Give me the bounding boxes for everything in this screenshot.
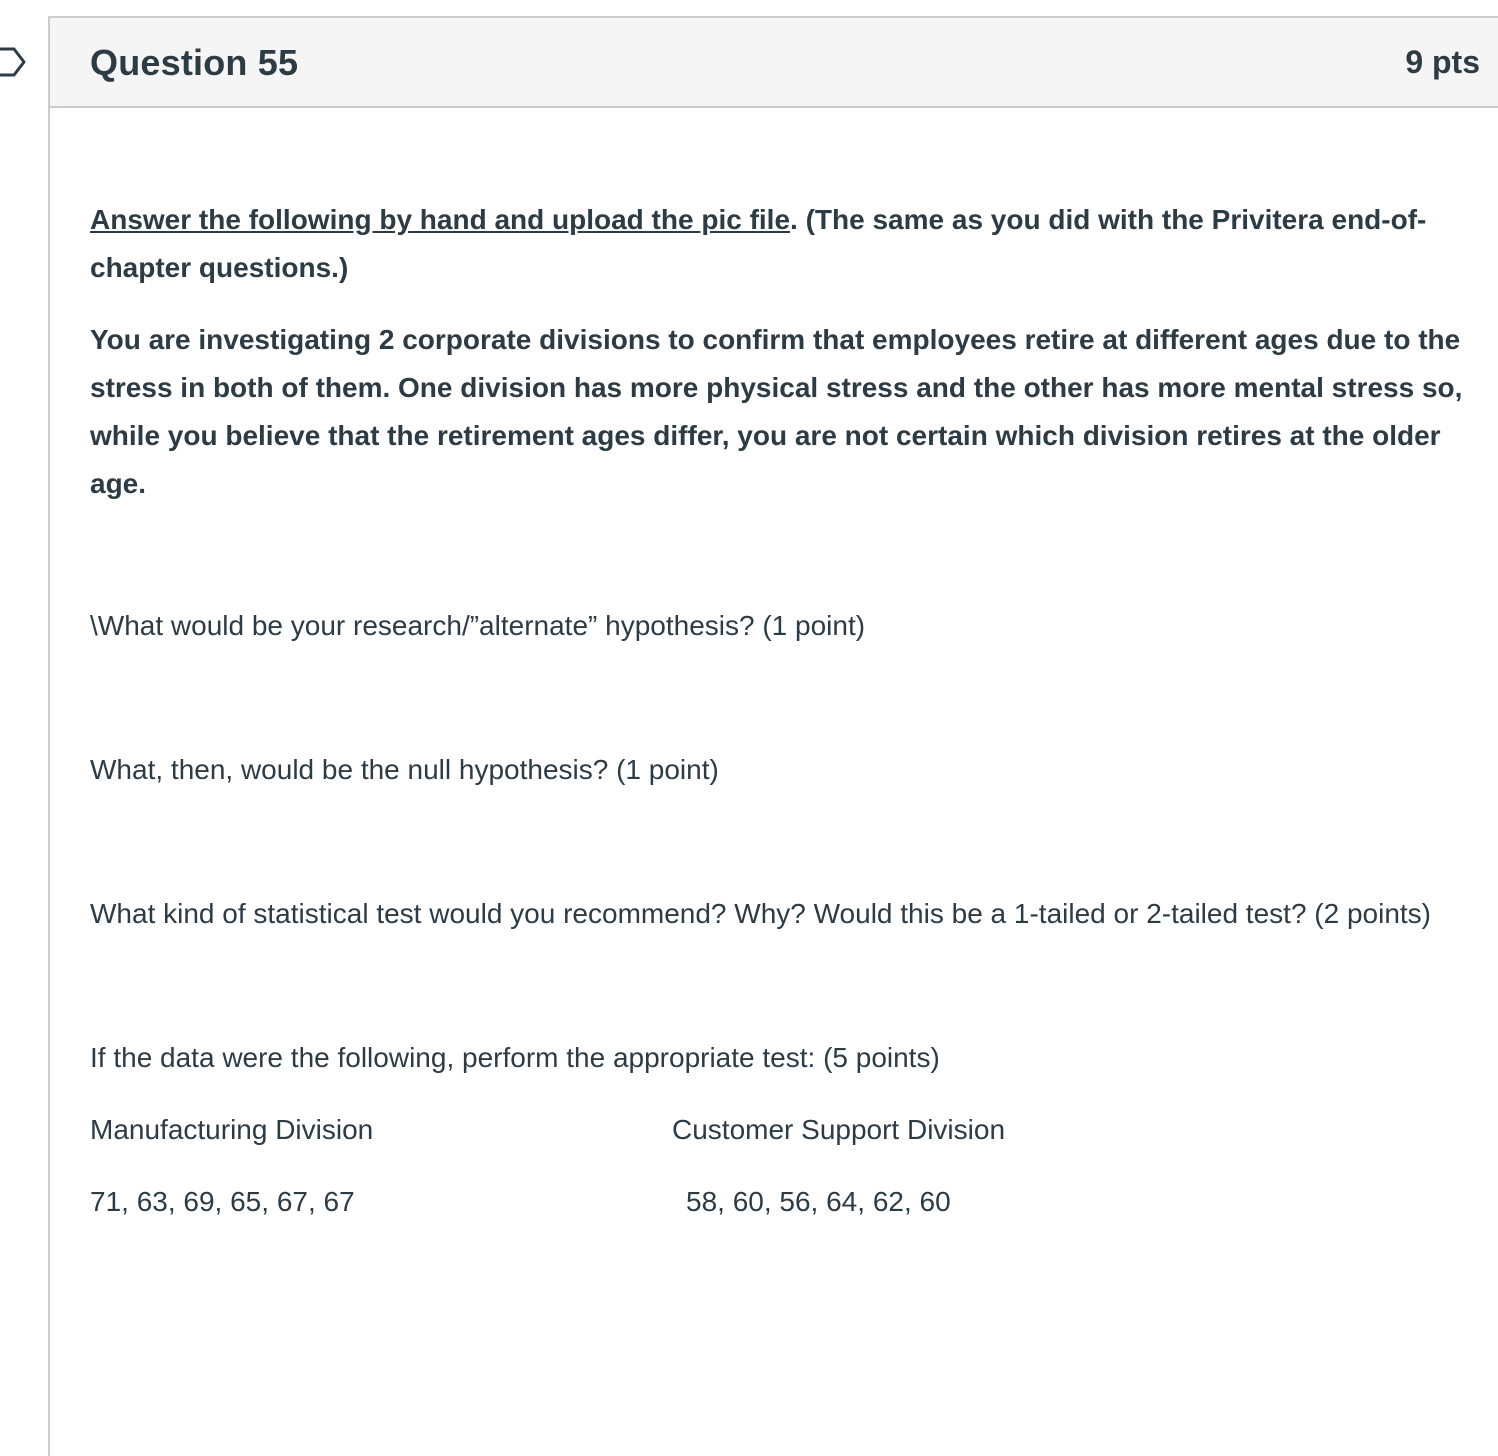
instruction-underlined: Answer the following by hand and upload the pic file bbox=[90, 204, 791, 235]
scenario-text: You are investigating 2 corporate divisions to confirm that employees retire at different ages due to the stress in both of them. One division has more physical stress and the other has more mental stress so, while you believe that the retirement ages differ, you are not certain which division retires at the older age. bbox=[90, 324, 1463, 499]
data-table-headers bbox=[90, 1106, 1490, 1154]
col-header-manufacturing: Manufacturing Division bbox=[90, 1114, 374, 1145]
prompt-null-hypothesis: What, then, would be the null hypothesis? (1 point) bbox=[90, 754, 719, 785]
flag-question-icon[interactable] bbox=[0, 44, 30, 80]
instruction-rest: . (The same as you did with the Privitera end-of-chapter questions.) bbox=[90, 204, 1427, 283]
manufacturing-values: 71, 63, 69, 65, 67, 67 bbox=[90, 1186, 355, 1217]
question-header bbox=[50, 18, 1498, 108]
prompt-perform-test: If the data were the following, perform the appropriate test: (5 points) bbox=[90, 1042, 940, 1073]
prompt-alternate-hypothesis: \What would be your research/”alternate” hypothesis? (1 point) bbox=[90, 610, 866, 641]
question-text bbox=[90, 196, 1490, 1226]
col-header-customer-support: Customer Support Division bbox=[672, 1114, 1006, 1145]
instruction bbox=[90, 196, 1490, 292]
customer-support-values: 58, 60, 56, 64, 62, 60 bbox=[686, 1186, 951, 1217]
question-card bbox=[48, 16, 1498, 1456]
prompt-statistical-test: What kind of statistical test would you recommend? Why? Would this be a 1-tailed or 2-tailed test? (2 points) bbox=[90, 898, 1432, 929]
data-table-values bbox=[90, 1178, 1490, 1226]
question-title: Question 55 bbox=[90, 42, 299, 83]
question-points: 9 pts bbox=[1405, 44, 1480, 80]
